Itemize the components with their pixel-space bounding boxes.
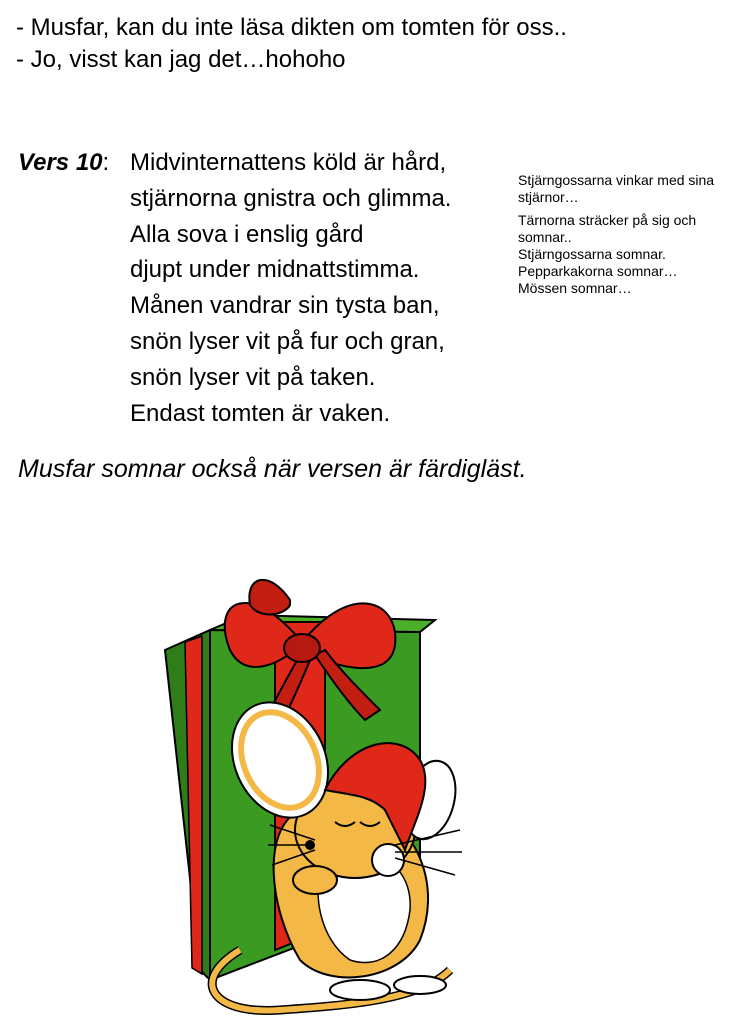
verse-line: snön lyser vit på taken. bbox=[130, 363, 376, 391]
verse-label bbox=[18, 145, 109, 181]
dialogue-block bbox=[16, 12, 567, 76]
stage-note: Mössen somnar… bbox=[518, 280, 632, 296]
verse-text bbox=[130, 145, 451, 431]
verse-line: Endast tomten är vaken. bbox=[130, 399, 391, 427]
dialogue-line-2: - Jo, visst kan jag det…hohoho bbox=[16, 46, 346, 73]
verse-line: snön lyser vit på fur och gran, bbox=[130, 327, 445, 355]
verse-line: djupt under midnattstimma. bbox=[130, 256, 420, 284]
stage-note: Tärnorna sträcker på sig och somnar.. bbox=[518, 212, 697, 245]
verse-line: Midvinternattens köld är hård, bbox=[130, 149, 447, 176]
mouse-with-gift-illustration bbox=[150, 560, 480, 1020]
closing-note: Musfar somnar också när versen är färdigläst. bbox=[18, 455, 527, 483]
stage-note: Stjärngossarna vinkar med sina stjärnor… bbox=[518, 172, 715, 205]
stage-note: Stjärngossarna somnar. bbox=[518, 246, 666, 262]
stage-notes bbox=[518, 172, 733, 297]
stage-note: Pepparkakorna somnar… bbox=[518, 263, 678, 279]
verse-line: stjärnorna gnistra och glimma. bbox=[130, 184, 452, 212]
verse-line: Alla sova i enslig gård bbox=[130, 220, 364, 248]
dialogue-line-1: - Musfar, kan du inte läsa dikten om tomten för oss.. bbox=[16, 14, 567, 41]
verse-line: Månen vandrar sin tysta ban, bbox=[130, 292, 440, 320]
verse-label-text: Vers 10 bbox=[18, 149, 103, 176]
verse-label-separator: : bbox=[102, 149, 110, 176]
